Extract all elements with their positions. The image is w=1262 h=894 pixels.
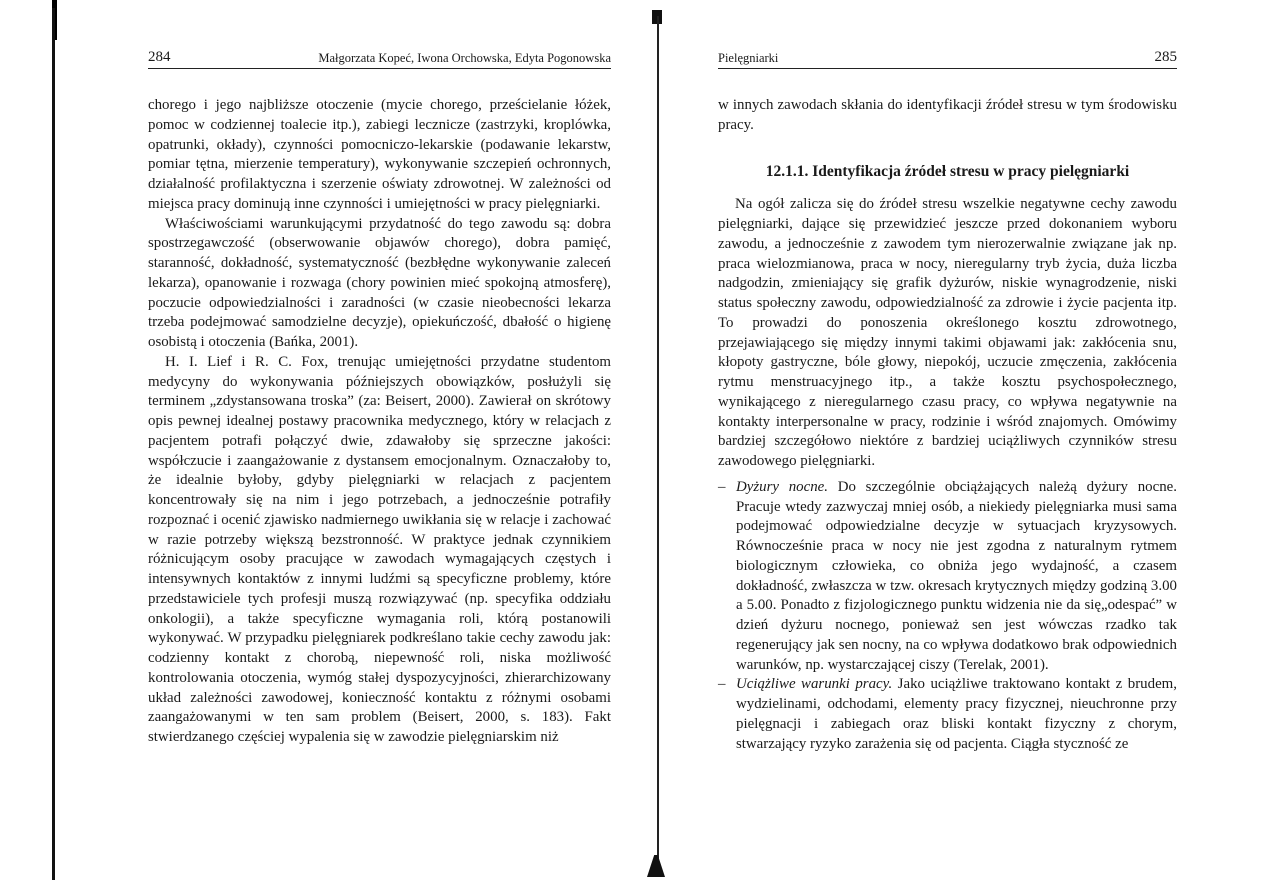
running-head-chapter: Pielęgniarki (718, 51, 779, 65)
list-item-lead: Dyżury nocne. (736, 478, 829, 495)
list-item (718, 675, 1177, 754)
section-heading: 12.1.1. Identyfikacja źródeł stresu w pracy pielęgniarki (765, 162, 1130, 180)
right-running-head (718, 50, 1177, 69)
list-item-lead: Uciążliwe warunki pracy. (736, 676, 893, 693)
right-page (718, 0, 1177, 894)
scan-edge-left (52, 8, 55, 880)
paragraph: Właściwościami warunkującymi przydatność do tego zawodu są: dobra spostrzegawczość (obserwowanie objawów chorego), dobra pamięć, staranność, dokładność, systematyczność (bezbłędne wykonywanie zaleceń lekarza), opanowanie i rozwaga (chory powinien mieć spokojną atmosferę), poczucie odpowiedzialności i zaradności (w czasie nieobecności lekarza trzeba podejmować samodzielne decyzje), opiekuńczość, dbałość o higienę osobistą i otoczenia (Bańka, 2001). (148, 215, 611, 350)
page-number: 284 (148, 49, 171, 65)
left-running-head (148, 50, 611, 69)
book-gutter (657, 16, 659, 876)
paragraph: w innych zawodach skłania do identyfikacji źródeł stresu w tym środowisku pracy. (718, 97, 1177, 133)
left-page (148, 0, 611, 894)
bullet-list (718, 478, 1177, 755)
running-head-authors: Małgorzata Kopeć, Iwona Orchowska, Edyta Pogonowska (318, 51, 611, 65)
paragraph: chorego i jego najbliższe otoczenie (mycie chorego, prześcielanie łóżek, pomoc w codziennej toalecie itp.), zabiegi lecznicze (zastrzyki, kroplówka, opatrunki, okłady), czynności pomocniczo-lekarskie (podawanie lekarstw, pomiar tętna, mierzenie temperatury), wykonywanie szczepień ochronnych, działalność profilaktyczna i szerzenie oświaty zdrowotnej. W zależności od miejsca pracy dominują inne czynności i umiejętności w pracy pielęgniarki. (148, 97, 611, 212)
list-item-text: Do szczególnie obciążających należą dyżury nocne. Pracuje wtedy zazwyczaj mniej osób, a niekiedy pielęgniarka musi sama podejmować odpowiedzialne decyzje w sytuacjach kryzysowych. Równocześnie praca w nocy nie jest zgodna z naturalnym rytmem biologicznym człowieka, co obniża jego wydajność, a czasem dokładność, zwłaszcza w tzw. okresach krytycznych między godziną 3.00 a 5.00. Ponadto z fizjologicznego punktu widzenia nie da się„odespać” w dzień dyżuru nocnego, ponieważ sen jest wówczas rzadko tak regenerujący jak sen nocny, na co wpływa dodatkowo brak odpowiednich warunków, np. wystarczającej ciszy (Terelak, 2001). (736, 478, 1177, 673)
list-item (718, 478, 1177, 676)
page-number: 285 (1154, 49, 1177, 65)
list-item-text: Jako uciążliwe traktowano kontakt z brudem, wydzielinami, odchodami, elementy pracy fizycznej, nieuchronne przy pielęgnacji i zabiegach oraz bliski kontakt fizyczny z chorym, stwarzający ryzyko zarażenia się od pacjenta. Ciągła styczność ze (736, 676, 1177, 752)
gutter-bottom-mark (647, 855, 665, 877)
paragraph: Na ogół zalicza się do źródeł stresu wszelkie negatywne cechy zawodu pielęgniarki, dające się przewidzieć jeszcze przed dokonaniem wyboru zawodu, a jednocześnie z zawodem tym nierozerwalnie związane jak np. praca wielozmianowa, praca w nocy, nieregularny tryb życia, duża liczba nadgodzin, zmieniający się grafik dyżurów, niskie wynagrodzenie, niski status społeczny zawodu, odpowiedzialność za zdrowie i życie pacjenta itp. To prowadzi do ponoszenia określonego kosztu zdrowotnego, przejawiającego się między innymi takimi objawami jak: zakłócenia snu, kłopoty gastryczne, bóle głowy, niepokój, uczucie zmęczenia, zakłócenia rytmu menstruacyjnego itp., a także kosztu psychospołecznego, wynikającego z nieregularnego czasu pracy, co wpływa negatywnie na kontakty interpersonalne w pracy, rodzinie i wśród znajomych. Omówimy bardziej szczegółowo niektóre z bardziej uciążliwych czynników stresu zawodowego pielęgniarki. (718, 196, 1177, 469)
left-body-text (148, 96, 611, 748)
right-body-text (718, 96, 1177, 754)
paragraph: H. I. Lief i R. C. Fox, trenując umiejętności przydatne studentom medycyny do wykonywania późniejszych obowiązków, posłużyli się terminem „zdystansowana troska” (za: Beisert, 2000). Zawierał on skrótowy opis pewnej idealnej postawy pracownika medycznego, który w relacjach z pacjentem potrafi połączyć dwie, zdawałoby się sprzeczne jakości: współczucie i zaangażowanie z dystansem emocjonalnym. Oznaczałoby to, że idealnie byłoby, gdyby pielęgniarki w relacjach z pacjentem koncentrowały się na nim i jego potrzebach, a jednocześnie potrafiły rozpoznać i ocenić zjawisko nadmiernego uwikłania się w relacje i zachować w razie potrzeby większą bezstronność. W praktyce jednak czynnikiem różnicującym osoby pracujące w zawodach wymagających częstych i intensywnych kontaktów z innymi ludźmi są specyficzne problemy, które przedstawiciele tych profesji muszą rozwiązywać (np. specyfika oddziału onkologii), a także specyficzne wymagania roli, którą postanowili wykonywać. W przypadku pielęgniarek podkreślano takie cechy zawodu jak: codzienny kontakt z chorobą, niepewność roli, niska możliwość kontrolowania otoczenia, wymóg stałej dyspozycyjności, zhierarchizowany układ zależności zawodowej, konieczność kontaktu z różnymi osobami zaangażowanymi w ten sam problem (Beisert, 2000, s. 183). Fakt stwierdzanego częściej wypalenia się w zawodzie pielęgniarskim niż (148, 353, 611, 745)
